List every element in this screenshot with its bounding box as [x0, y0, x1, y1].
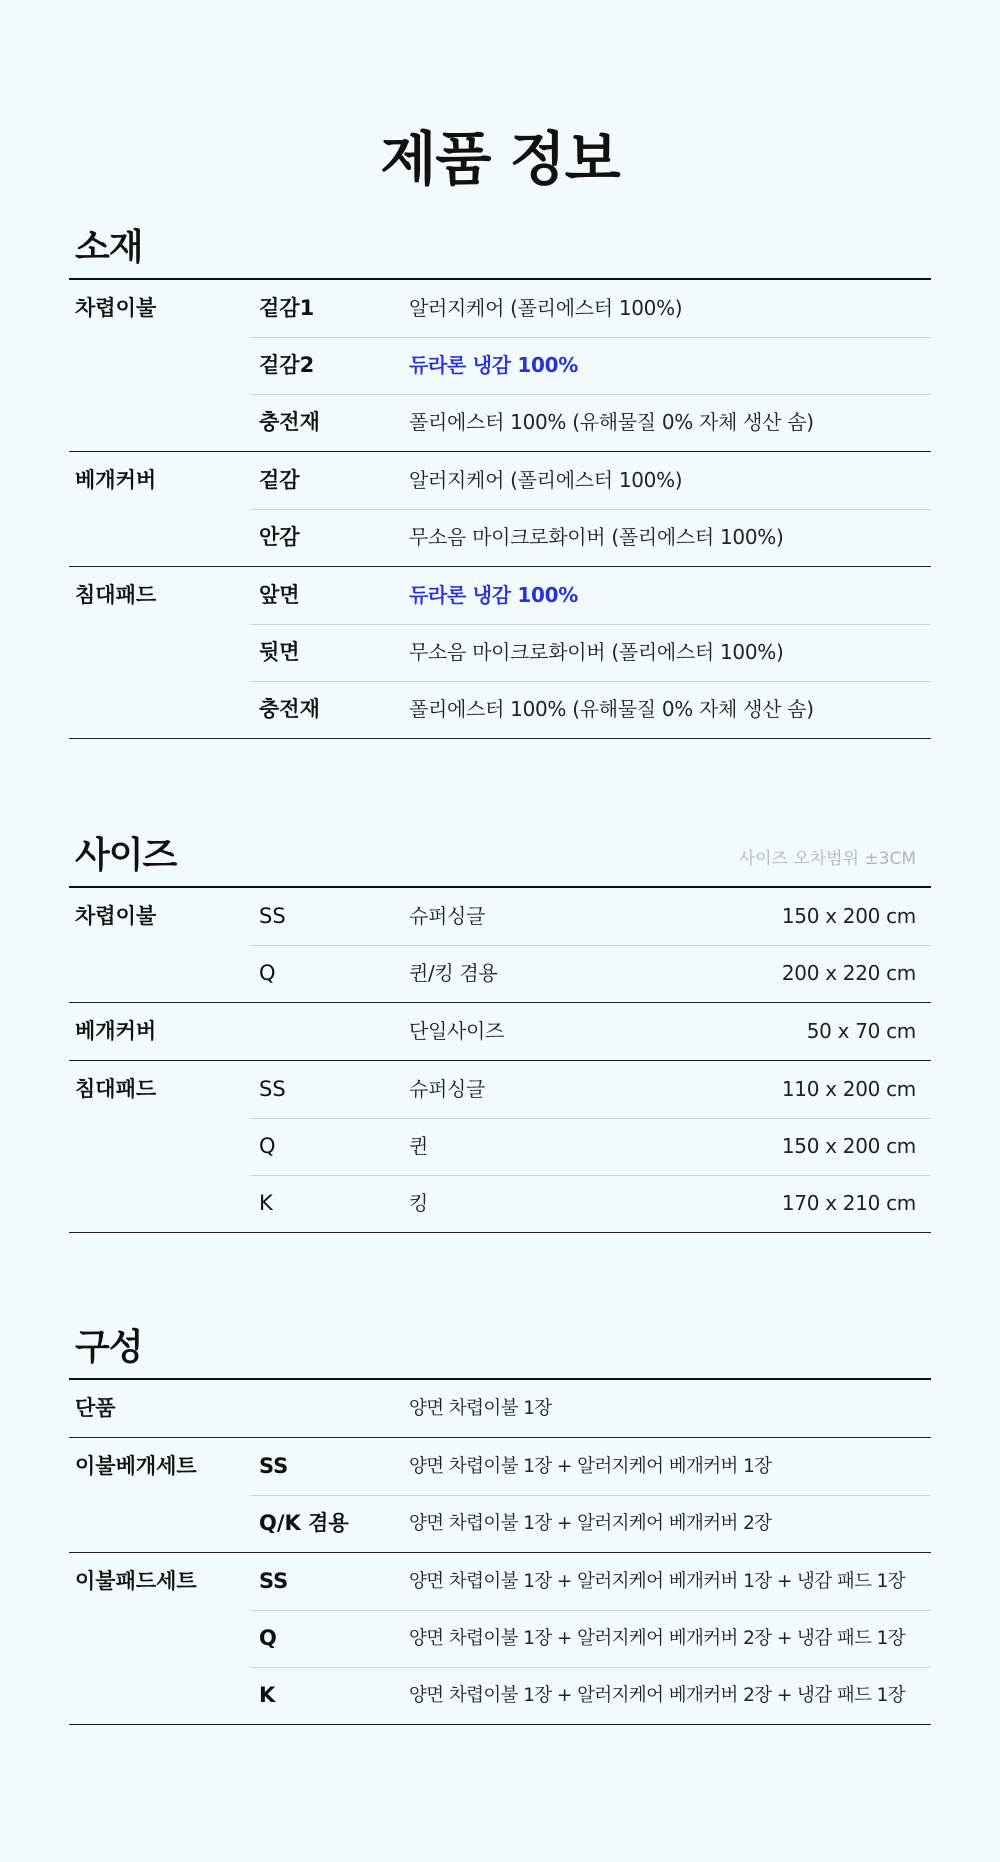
material-part: 겉감1	[259, 296, 315, 320]
material-part: 겉감2	[259, 353, 315, 377]
material-row	[69, 509, 931, 566]
size-code: SS	[259, 1077, 286, 1101]
composition-table	[69, 1378, 931, 1725]
composition-code: Q/K 겸용	[259, 1511, 349, 1535]
composition-contents: 양면 차렵이불 1장 + 알러지케어 베개커버 2장 + 냉감 패드 1장	[409, 1685, 906, 1706]
composition-category: 단품	[75, 1396, 116, 1420]
size-group	[69, 1003, 931, 1061]
size-row	[69, 888, 931, 945]
composition-heading: 구성	[75, 1327, 143, 1368]
size-group	[69, 888, 931, 1003]
material-part: 앞면	[259, 583, 300, 607]
size-name: 슈퍼싱글	[409, 1077, 486, 1101]
material-category: 차렵이불	[75, 296, 157, 320]
material-category: 베개커버	[75, 468, 157, 492]
composition-contents: 양면 차렵이불 1장 + 알러지케어 베개커버 1장	[409, 1456, 772, 1477]
material-value: 알러지케어 (폴리에스터 100%)	[409, 296, 683, 320]
size-heading: 사이즈	[75, 835, 177, 876]
material-part: 안감	[259, 525, 300, 549]
size-name: 퀸/킹 겸용	[409, 961, 498, 985]
composition-category: 이불패드세트	[75, 1569, 197, 1593]
size-dimension: 50 x 70 cm	[806, 1019, 916, 1043]
size-code: Q	[259, 961, 276, 985]
composition-contents: 양면 차렵이불 1장 + 알러지케어 베개커버 2장 + 냉감 패드 1장	[409, 1628, 906, 1649]
composition-row	[69, 1667, 931, 1724]
material-table	[69, 278, 931, 739]
composition-code: SS	[259, 1454, 289, 1478]
material-row	[69, 452, 931, 509]
size-code: SS	[259, 904, 286, 928]
composition-contents: 양면 차렵이불 1장 + 알러지케어 베개커버 2장	[409, 1513, 772, 1534]
size-dimension: 200 x 220 cm	[781, 961, 916, 985]
size-name: 단일사이즈	[409, 1019, 505, 1043]
composition-row	[69, 1553, 931, 1610]
composition-group	[69, 1553, 931, 1725]
material-part: 충전재	[259, 410, 320, 434]
material-row	[69, 337, 931, 394]
size-dimension: 150 x 200 cm	[781, 904, 916, 928]
size-code: Q	[259, 1134, 276, 1158]
material-part: 충전재	[259, 697, 320, 721]
size-category: 침대패드	[75, 1077, 157, 1101]
material-row	[69, 394, 931, 451]
material-row	[69, 280, 931, 337]
composition-row	[69, 1495, 931, 1552]
material-value-highlight: 듀라론 냉감 100%	[409, 583, 579, 607]
composition-code: K	[259, 1683, 276, 1707]
size-row	[69, 1061, 931, 1118]
material-value: 무소음 마이크로화이버 (폴리에스터 100%)	[409, 640, 784, 664]
material-part: 겉감	[259, 468, 300, 492]
composition-row	[69, 1380, 931, 1437]
size-category: 차렵이불	[75, 904, 157, 928]
composition-row	[69, 1438, 931, 1495]
material-value: 알러지케어 (폴리에스터 100%)	[409, 468, 683, 492]
size-row	[69, 1003, 931, 1060]
size-table	[69, 886, 931, 1233]
composition-code: Q	[259, 1626, 277, 1650]
material-row	[69, 624, 931, 681]
composition-group	[69, 1380, 931, 1438]
size-row	[69, 1118, 931, 1175]
composition-contents: 양면 차렵이불 1장 + 알러지케어 베개커버 1장 + 냉감 패드 1장	[409, 1571, 906, 1592]
material-group	[69, 280, 931, 452]
material-group	[69, 452, 931, 567]
material-category: 침대패드	[75, 583, 157, 607]
composition-group	[69, 1438, 931, 1553]
size-dimension: 170 x 210 cm	[781, 1191, 916, 1215]
size-name: 킹	[409, 1191, 429, 1215]
size-dimension: 110 x 200 cm	[781, 1077, 916, 1101]
size-row	[69, 945, 931, 1002]
size-code: K	[259, 1191, 273, 1215]
composition-code: SS	[259, 1569, 289, 1593]
size-group	[69, 1061, 931, 1233]
material-value: 폴리에스터 100% (유해물질 0% 자체 생산 솜)	[409, 410, 814, 434]
material-heading: 소재	[75, 227, 143, 268]
composition-category: 이불베개세트	[75, 1454, 197, 1478]
material-part: 뒷면	[259, 640, 300, 664]
composition-row	[69, 1610, 931, 1667]
material-row	[69, 567, 931, 624]
size-name: 퀸	[409, 1134, 429, 1158]
material-group	[69, 567, 931, 739]
size-category: 베개커버	[75, 1019, 157, 1043]
size-dimension: 150 x 200 cm	[781, 1134, 916, 1158]
page-title: 제품 정보	[380, 125, 620, 193]
material-value-highlight: 듀라론 냉감 100%	[409, 353, 579, 377]
size-row	[69, 1175, 931, 1232]
composition-contents: 양면 차렵이불 1장	[409, 1398, 552, 1419]
material-row	[69, 681, 931, 738]
material-value: 무소음 마이크로화이버 (폴리에스터 100%)	[409, 525, 784, 549]
size-tolerance-note: 사이즈 오차범위 ±3CM	[738, 849, 916, 869]
material-value: 폴리에스터 100% (유해물질 0% 자체 생산 솜)	[409, 697, 814, 721]
size-name: 슈퍼싱글	[409, 904, 486, 928]
